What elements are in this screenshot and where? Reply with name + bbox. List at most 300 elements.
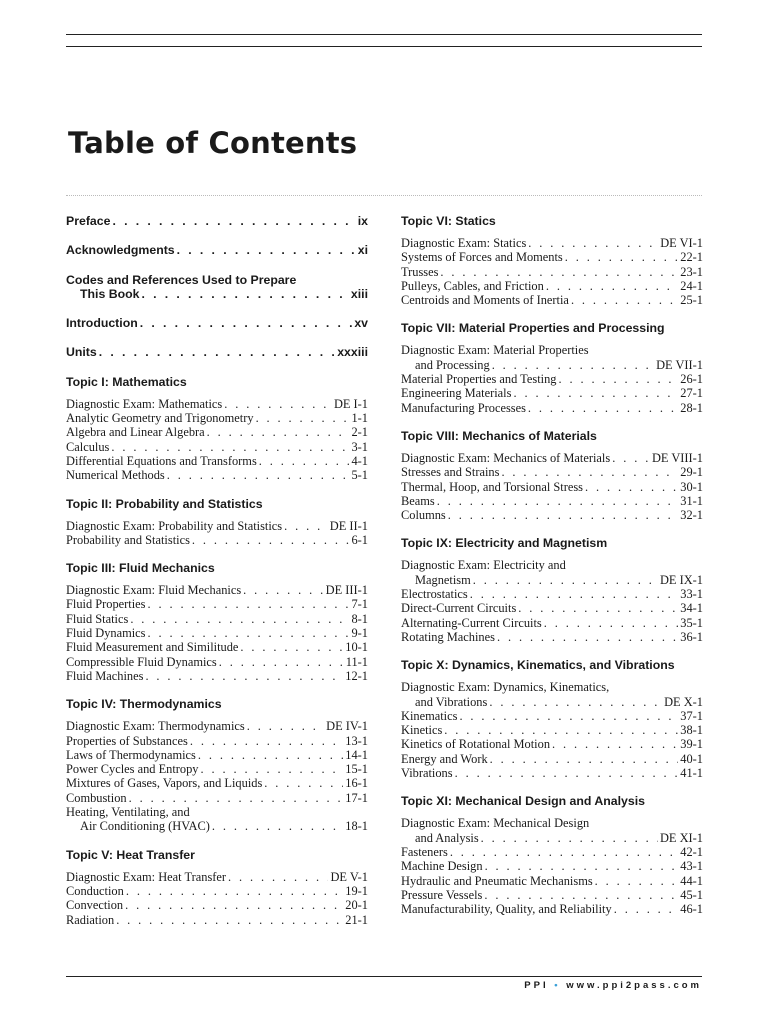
entry-label: Fluid Machines <box>66 668 144 683</box>
page-number: 41-1 <box>680 766 703 781</box>
dot-leader <box>571 293 678 307</box>
footer-url: www.ppi2pass.com <box>566 980 702 991</box>
toc-entry-line <box>401 358 703 372</box>
toc-entry-line <box>401 265 703 279</box>
page-number: 7-1 <box>351 597 368 612</box>
page-number: DE VI-1 <box>660 236 703 250</box>
toc-entry[interactable] <box>401 558 703 587</box>
dot-leader <box>450 845 678 859</box>
page-number: xi <box>357 243 368 258</box>
dot-leader <box>565 250 679 264</box>
entry-label: Diagnostic Exam: Mathematics <box>66 396 223 411</box>
toc-entry-line <box>66 748 368 762</box>
entry-label: Numerical Methods <box>66 468 165 483</box>
entry-label: Diagnostic Exam: Probability and Statistics <box>66 518 283 533</box>
toc-entry[interactable] <box>66 762 368 776</box>
topic-heading: Topic V: Heat Transfer <box>66 847 195 862</box>
toc-entry-line <box>66 597 368 611</box>
page-number: DE I-1 <box>333 396 368 411</box>
page-number: DE VIII-1 <box>651 450 703 465</box>
dot-leader <box>595 874 679 888</box>
toc-entry-line <box>66 454 368 468</box>
toc-entry[interactable] <box>401 680 703 709</box>
topic-section <box>401 536 703 644</box>
topic-heading: Topic VII: Material Properties and Processing <box>401 321 665 336</box>
dot-leader <box>198 748 343 762</box>
page-number: 32-1 <box>680 508 703 523</box>
page-number: 16-1 <box>345 776 368 791</box>
toc-entry[interactable] <box>66 748 368 762</box>
toc-entry-line <box>401 508 703 522</box>
entry-label: Diagnostic Exam: Statics <box>401 236 527 250</box>
dot-leader <box>177 243 356 257</box>
entry-label: Fluid Measurement and Similitude <box>66 640 239 655</box>
dot-leader <box>490 752 679 766</box>
entry-label: Alternating-Current Circuits <box>401 615 542 630</box>
dot-leader <box>484 888 678 902</box>
toc-entry-line <box>66 468 368 482</box>
entry-label: Systems of Forces and Moments <box>401 250 563 265</box>
toc-entry[interactable] <box>401 616 703 630</box>
page-number: xiii <box>350 286 368 301</box>
dot-leader <box>212 819 343 833</box>
entry-label: Mixtures of Gases, Vapors, and Liquids <box>66 776 263 791</box>
dot-leader <box>140 316 353 330</box>
toc-entry-line <box>66 287 368 301</box>
entry-label: Magnetism <box>415 572 471 587</box>
toc-entry-line <box>401 859 703 873</box>
entry-label: Compressible Fluid Dynamics <box>66 654 217 669</box>
toc-entry[interactable] <box>66 425 368 439</box>
entry-label: Hydraulic and Pneumatic Mechanisms <box>401 873 593 888</box>
toc-entry[interactable] <box>66 345 368 359</box>
dot-leader <box>497 630 678 644</box>
toc-entry-line <box>401 401 703 415</box>
entry-label: Material Properties and Testing <box>401 372 557 387</box>
toc-entry[interactable] <box>66 273 368 302</box>
page-number: 25-1 <box>680 293 703 308</box>
topic-heading: Topic II: Probability and Statistics <box>66 496 263 511</box>
topic-section <box>401 429 703 522</box>
entry-label: Electrostatics <box>401 587 468 602</box>
dot-leader <box>125 898 343 912</box>
dot-leader <box>129 791 344 805</box>
entry-label: Trusses <box>401 264 439 279</box>
dot-leader <box>492 358 654 372</box>
toc-entry[interactable] <box>401 723 703 737</box>
entry-label: Rotating Machines <box>401 629 495 644</box>
toc-entry[interactable] <box>66 454 368 468</box>
page-number: 4-1 <box>351 453 368 468</box>
entry-label: Diagnostic Exam: Mechanical Design <box>401 816 590 831</box>
page-number: 39-1 <box>680 737 703 752</box>
dot-leader <box>247 719 324 733</box>
toc-entry[interactable] <box>401 601 703 615</box>
dot-leader <box>99 345 335 359</box>
entry-label: Power Cycles and Entropy <box>66 762 199 777</box>
page-number: 35-1 <box>680 615 703 630</box>
toc-entry[interactable] <box>66 583 368 597</box>
dot-leader <box>112 214 355 228</box>
entry-label: Air Conditioning (HVAC) <box>80 819 210 834</box>
page-title: Table of Contents <box>68 126 358 160</box>
toc-entry[interactable] <box>66 640 368 654</box>
entry-label: Acknowledgments <box>66 243 175 258</box>
toc-entry-line <box>401 573 703 587</box>
toc-entry[interactable] <box>66 411 368 425</box>
toc-entry-line <box>401 386 703 400</box>
dot-leader <box>145 669 343 683</box>
page-number: 10-1 <box>345 640 368 655</box>
dot-leader <box>528 401 678 415</box>
entry-label: Diagnostic Exam: Fluid Mechanics <box>66 583 242 598</box>
footer-bullet: • <box>554 980 561 991</box>
toc-entry[interactable] <box>401 372 703 386</box>
toc-entry-line <box>66 655 368 669</box>
front-matter-list <box>66 214 368 360</box>
toc-entry[interactable] <box>66 776 368 790</box>
toc-entry[interactable] <box>401 587 703 601</box>
dot-leader <box>243 583 324 597</box>
toc-entry-line <box>401 630 703 644</box>
topic-heading: Topic X: Dynamics, Kinematics, and Vibrations <box>401 658 675 673</box>
page-number: 20-1 <box>345 898 368 913</box>
toc-entry[interactable] <box>401 816 703 845</box>
page-number: DE IV-1 <box>326 719 368 734</box>
page-number: DE XI-1 <box>659 830 703 845</box>
toc-entry-line <box>401 279 703 293</box>
toc-entry-line <box>66 397 368 411</box>
toc-entry[interactable] <box>66 214 368 228</box>
page-number: 30-1 <box>680 479 703 494</box>
entry-label: Laws of Thermodynamics <box>66 747 196 762</box>
toc-entry[interactable] <box>401 859 703 873</box>
entry-label: and Processing <box>415 357 490 372</box>
entry-label: Columns <box>401 508 446 523</box>
toc-entry[interactable] <box>66 655 368 669</box>
toc-entry-line <box>401 451 703 465</box>
page-number: 26-1 <box>680 372 703 387</box>
toc-entry[interactable] <box>401 902 703 916</box>
entry-label: Fluid Properties <box>66 597 146 612</box>
toc-entry[interactable] <box>66 440 368 454</box>
entry-label: Radiation <box>66 912 115 927</box>
toc-entry-line <box>66 734 368 748</box>
page-number: 33-1 <box>680 587 703 602</box>
topic-heading: Topic IV: Thermodynamics <box>66 697 222 712</box>
entry-label: and Analysis <box>415 830 479 845</box>
toc-entry-line <box>401 737 703 751</box>
toc-entry[interactable] <box>401 293 703 307</box>
toc-entry-line <box>66 519 368 533</box>
toc-entry-line-wrap <box>401 343 703 357</box>
toc-entry-line <box>401 480 703 494</box>
entry-label: Heating, Ventilating, and <box>66 805 190 820</box>
dot-leader <box>224 397 332 411</box>
left-topics-list <box>66 375 368 927</box>
page-number: 5-1 <box>351 468 368 483</box>
entry-label: Introduction <box>66 316 138 331</box>
dot-leader <box>448 508 679 522</box>
entry-label: Kinetics of Rotational Motion <box>401 737 551 752</box>
page-number: 13-1 <box>345 733 368 748</box>
toc-entry[interactable] <box>401 386 703 400</box>
page-number: 46-1 <box>680 902 703 917</box>
entry-label: Centroids and Moments of Inertia <box>401 293 569 308</box>
page-number: 22-1 <box>680 250 703 265</box>
entry-label: Kinematics <box>401 708 458 723</box>
dot-leader <box>111 440 349 454</box>
toc-entry-line <box>401 831 703 845</box>
toc-entry[interactable] <box>66 243 368 257</box>
toc-entry[interactable] <box>401 465 703 479</box>
dot-leader <box>470 587 679 601</box>
entry-label: Engineering Materials <box>401 386 512 401</box>
toc-entry-line-wrap <box>401 816 703 830</box>
toc-entry-line <box>401 723 703 737</box>
dot-leader <box>141 287 348 301</box>
toc-entry[interactable] <box>401 874 703 888</box>
page-footer <box>524 980 702 991</box>
entry-label: Diagnostic Exam: Dynamics, Kinematics, <box>401 680 610 695</box>
topic-section <box>401 214 703 307</box>
entry-label: Analytic Geometry and Trigonometry <box>66 411 254 426</box>
page-number: 1-1 <box>351 411 368 426</box>
entry-label: Convection <box>66 898 124 913</box>
toc-entry[interactable] <box>66 884 368 898</box>
topic-section <box>66 375 368 483</box>
toc-entry[interactable] <box>401 766 703 780</box>
dot-leader <box>473 573 658 587</box>
page-number: 43-1 <box>680 859 703 874</box>
dot-leader <box>259 454 350 468</box>
front-matter-item <box>66 243 368 257</box>
dot-leader <box>485 859 679 873</box>
page-number: 19-1 <box>345 883 368 898</box>
toc-entry-line <box>66 583 368 597</box>
entry-label: Combustion <box>66 790 127 805</box>
entry-label: Diagnostic Exam: Electricity and <box>401 558 566 573</box>
toc-entry[interactable] <box>66 719 368 733</box>
page-number: 6-1 <box>351 532 368 547</box>
toc-entry-line <box>401 616 703 630</box>
toc-entry[interactable] <box>401 737 703 751</box>
dot-leader <box>256 411 350 425</box>
toc-entry-line-wrap <box>66 273 368 287</box>
page-number: 17-1 <box>345 790 368 805</box>
entry-label: Fluid Dynamics <box>66 626 146 641</box>
toc-entry-line-wrap <box>66 805 368 819</box>
toc-entry[interactable] <box>66 898 368 912</box>
toc-entry-line <box>66 533 368 547</box>
toc-entry[interactable] <box>66 805 368 834</box>
toc-entry[interactable] <box>66 519 368 533</box>
page-number: 24-1 <box>680 278 703 293</box>
page-number: 31-1 <box>680 493 703 508</box>
dot-leader <box>501 465 678 479</box>
dot-leader <box>459 709 678 723</box>
right-topics-list <box>401 214 703 916</box>
dot-leader <box>437 494 679 508</box>
toc-entry[interactable] <box>66 669 368 683</box>
page-number: 11-1 <box>345 654 368 669</box>
toc-entry[interactable] <box>401 236 703 250</box>
toc-entry-line <box>401 752 703 766</box>
dot-leader <box>148 626 350 640</box>
page-number: 9-1 <box>351 626 368 641</box>
topic-section <box>66 848 368 927</box>
dot-leader <box>130 612 349 626</box>
toc-entry-line <box>401 293 703 307</box>
entry-label: Stresses and Strains <box>401 465 500 480</box>
dot-leader <box>201 762 344 776</box>
toc-entry[interactable] <box>401 709 703 723</box>
toc-entry[interactable] <box>66 626 368 640</box>
dot-leader <box>167 468 350 482</box>
toc-entry[interactable] <box>66 734 368 748</box>
front-matter-item <box>66 273 368 302</box>
toc-entry[interactable] <box>401 845 703 859</box>
page-number: DE IX-1 <box>659 572 703 587</box>
toc-entry-line <box>66 898 368 912</box>
dot-leader <box>544 616 679 630</box>
toc-entry[interactable] <box>401 494 703 508</box>
page-number: 37-1 <box>680 708 703 723</box>
dot-leader <box>518 601 678 615</box>
header-rule-top <box>66 34 702 35</box>
toc-entry-line <box>66 425 368 439</box>
dot-leader <box>585 480 678 494</box>
topic-section <box>66 697 368 833</box>
entry-label: Fasteners <box>401 844 448 859</box>
toc-entry-line <box>401 372 703 386</box>
toc-entry-line <box>401 494 703 508</box>
topic-heading: Topic III: Fluid Mechanics <box>66 561 215 576</box>
toc-entry[interactable] <box>66 397 368 411</box>
toc-entry[interactable] <box>66 791 368 805</box>
toc-entry[interactable] <box>401 888 703 902</box>
dot-leader <box>612 451 650 465</box>
page-number: xv <box>354 316 368 331</box>
footer-rule <box>66 976 702 977</box>
toc-entry-line <box>401 845 703 859</box>
topic-heading: Topic VI: Statics <box>401 214 496 228</box>
toc-entry-line <box>66 913 368 927</box>
dot-leader <box>614 902 679 916</box>
page-number: 45-1 <box>680 887 703 902</box>
entry-label: Kinetics <box>401 723 443 738</box>
dot-leader <box>489 695 662 709</box>
toc-entry-line <box>66 776 368 790</box>
dot-leader <box>455 766 679 780</box>
topic-section <box>401 658 703 780</box>
footer-publisher: PPI <box>524 980 549 991</box>
entry-label: Pulleys, Cables, and Friction <box>401 278 544 293</box>
page-number: 3-1 <box>351 439 368 454</box>
dot-leader <box>513 386 678 400</box>
toc-entry[interactable] <box>401 279 703 293</box>
entry-label: Vibrations <box>401 766 453 781</box>
entry-label: Properties of Substances <box>66 733 188 748</box>
entry-label: Diagnostic Exam: Thermodynamics <box>66 719 245 734</box>
toc-entry-line <box>66 791 368 805</box>
topic-heading: Topic I: Mathematics <box>66 374 187 389</box>
toc-entry[interactable] <box>401 480 703 494</box>
page-number: 44-1 <box>680 873 703 888</box>
page-number: 40-1 <box>680 751 703 766</box>
toc-entry-line <box>66 626 368 640</box>
entry-label: and Vibrations <box>415 694 488 709</box>
dot-leader <box>440 265 678 279</box>
header-rule-bottom <box>66 46 702 47</box>
page-number: DE VII-1 <box>656 357 703 372</box>
toc-entry[interactable] <box>401 630 703 644</box>
entry-label: Manufacturability, Quality, and Reliability <box>401 902 612 917</box>
toc-entry-line <box>401 888 703 902</box>
toc-entry[interactable] <box>401 451 703 465</box>
entry-label: Algebra and Linear Algebra <box>66 425 205 440</box>
entry-label: Units <box>66 345 97 360</box>
toc-entry[interactable] <box>66 316 368 330</box>
entry-label: Diagnostic Exam: Material Properties <box>401 343 589 358</box>
entry-label: Beams <box>401 493 435 508</box>
toc-entry[interactable] <box>66 468 368 482</box>
topic-heading: Topic VIII: Mechanics of Materials <box>401 428 597 443</box>
entry-label: Diagnostic Exam: Heat Transfer <box>66 869 227 884</box>
entry-label: Diagnostic Exam: Mechanics of Materials <box>401 450 611 465</box>
title-divider <box>66 195 702 196</box>
dot-leader <box>240 640 343 654</box>
toc-entry[interactable] <box>66 533 368 547</box>
entry-label: Thermal, Hoop, and Torsional Stress <box>401 479 583 494</box>
toc-entry-line-wrap <box>401 680 703 694</box>
toc-entry-line-wrap <box>401 558 703 572</box>
front-matter-item <box>66 214 368 228</box>
toc-entry[interactable] <box>401 401 703 415</box>
entry-label: Direct-Current Circuits <box>401 601 517 616</box>
toc-entry[interactable] <box>401 250 703 264</box>
dot-leader <box>126 884 343 898</box>
toc-entry[interactable] <box>66 597 368 611</box>
toc-entry-line <box>66 316 368 330</box>
toc-entry[interactable] <box>401 752 703 766</box>
toc-entry[interactable] <box>401 343 703 372</box>
dot-leader <box>148 597 350 611</box>
toc-entry-line <box>66 345 368 359</box>
page-number: 12-1 <box>345 668 368 683</box>
toc-entry[interactable] <box>66 870 368 884</box>
page-number: DE II-1 <box>329 518 368 533</box>
toc-entry[interactable] <box>401 508 703 522</box>
toc-entry[interactable] <box>401 265 703 279</box>
toc-entry-line <box>66 243 368 257</box>
dot-leader <box>192 533 350 547</box>
entry-label: Conduction <box>66 883 124 898</box>
page-number: DE V-1 <box>330 869 368 884</box>
dot-leader <box>190 734 343 748</box>
toc-entry-line <box>401 236 703 250</box>
toc-entry-line <box>66 870 368 884</box>
page-number: 36-1 <box>680 629 703 644</box>
toc-entry[interactable] <box>66 612 368 626</box>
toc-entry-line <box>66 762 368 776</box>
toc-entry[interactable] <box>66 913 368 927</box>
entry-label: Calculus <box>66 439 110 454</box>
topic-section <box>401 321 703 414</box>
entry-label: Machine Design <box>401 859 483 874</box>
dot-leader <box>546 279 678 293</box>
toc-entry-line <box>401 902 703 916</box>
